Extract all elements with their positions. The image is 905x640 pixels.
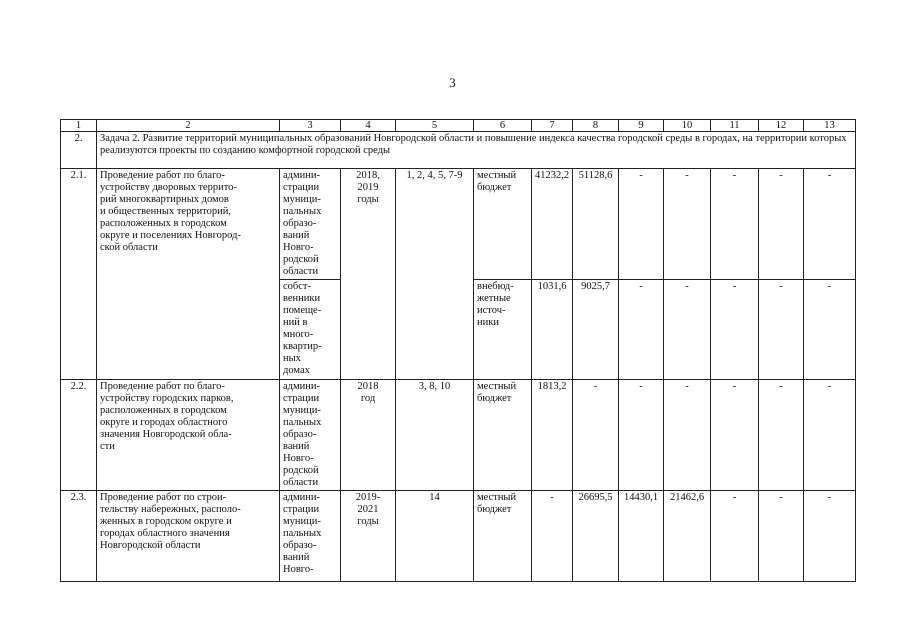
task-title: Задача 2. Развитие территорий муниципальных образований Новгородской области и повышение индекса качества городской среды в городах, на территории которых реализуются проекты по созданию комфортной городской среды (97, 132, 856, 169)
funding-source: местный бюджет (474, 380, 532, 491)
value-cell: - (804, 491, 856, 582)
value-cell: 1813,2 (532, 380, 573, 491)
column-number: 11 (711, 120, 759, 132)
value-cell: - (759, 280, 804, 380)
row-number: 2.3. (61, 491, 97, 582)
period: 2018 год (341, 380, 396, 491)
task-row (61, 132, 856, 169)
value-cell: 26695,5 (573, 491, 619, 582)
task-number: 2. (61, 132, 97, 169)
row-number: 2.2. (61, 380, 97, 491)
indicators: 1, 2, 4, 5, 7-9 (396, 169, 474, 380)
column-number: 8 (573, 120, 619, 132)
row-number: 2.1. (61, 169, 97, 380)
period: 2018, 2019 годы (341, 169, 396, 380)
table-row (61, 380, 856, 491)
column-number: 10 (664, 120, 711, 132)
column-number: 9 (619, 120, 664, 132)
funding-source: местный бюджет (474, 491, 532, 582)
value-cell: - (711, 380, 759, 491)
indicators: 3, 8, 10 (396, 380, 474, 491)
value-cell: 14430,1 (619, 491, 664, 582)
executor: админи- страции муници- пальных образо- ваний Новго- (280, 491, 341, 582)
measures-table (60, 119, 856, 582)
measure-name: Проведение работ по строи- тельству набережных, располо- женных в городском округе и городах областного значения Новгородской области (97, 491, 280, 582)
value-cell: - (619, 380, 664, 491)
indicators: 14 (396, 491, 474, 582)
value-cell: 41232,2 (532, 169, 573, 280)
column-number: 1 (61, 120, 97, 132)
period: 2019- 2021 годы (341, 491, 396, 582)
funding-source: внебюд- жетные источ- ники (474, 280, 532, 380)
executor: админи- страции муници- пальных образо- ваний Новго- родской области (280, 169, 341, 280)
value-cell: 21462,6 (664, 491, 711, 582)
table-row (61, 169, 856, 280)
column-number: 3 (280, 120, 341, 132)
column-number: 13 (804, 120, 856, 132)
value-cell: - (711, 491, 759, 582)
column-numbers-row (61, 120, 856, 132)
table-row (61, 491, 856, 582)
value-cell: - (759, 491, 804, 582)
column-number: 4 (341, 120, 396, 132)
executor: админи- страции муници- пальных образо- ваний Новго- родской области (280, 380, 341, 491)
page-number: 3 (449, 75, 456, 90)
value-cell: - (619, 280, 664, 380)
value-cell: - (664, 169, 711, 280)
value-cell: - (664, 380, 711, 491)
value-cell: 1031,6 (532, 280, 573, 380)
value-cell: - (759, 169, 804, 280)
value-cell: 51128,6 (573, 169, 619, 280)
funding-source: местный бюджет (474, 169, 532, 280)
value-cell: - (619, 169, 664, 280)
value-cell: - (664, 280, 711, 380)
value-cell: - (759, 380, 804, 491)
value-cell: - (711, 169, 759, 280)
value-cell: - (711, 280, 759, 380)
column-number: 6 (474, 120, 532, 132)
column-number: 2 (97, 120, 280, 132)
column-number: 5 (396, 120, 474, 132)
value-cell: 9025,7 (573, 280, 619, 380)
value-cell: - (573, 380, 619, 491)
column-number: 7 (532, 120, 573, 132)
executor: собст- венники помеще- ний в много- квартир- ных домах (280, 280, 341, 380)
value-cell: - (804, 169, 856, 280)
measure-name: Проведение работ по благо- устройству дворовых террито- рий многоквартирных домов и общественных территорий, расположенных в городском округе и поселениях Новгород- ской области (97, 169, 280, 380)
value-cell: - (532, 491, 573, 582)
measure-name: Проведение работ по благо- устройству городских парков, расположенных в городском округе и городах областного значения Новгородской обла- сти (97, 380, 280, 491)
value-cell: - (804, 280, 856, 380)
column-number: 12 (759, 120, 804, 132)
value-cell: - (804, 380, 856, 491)
